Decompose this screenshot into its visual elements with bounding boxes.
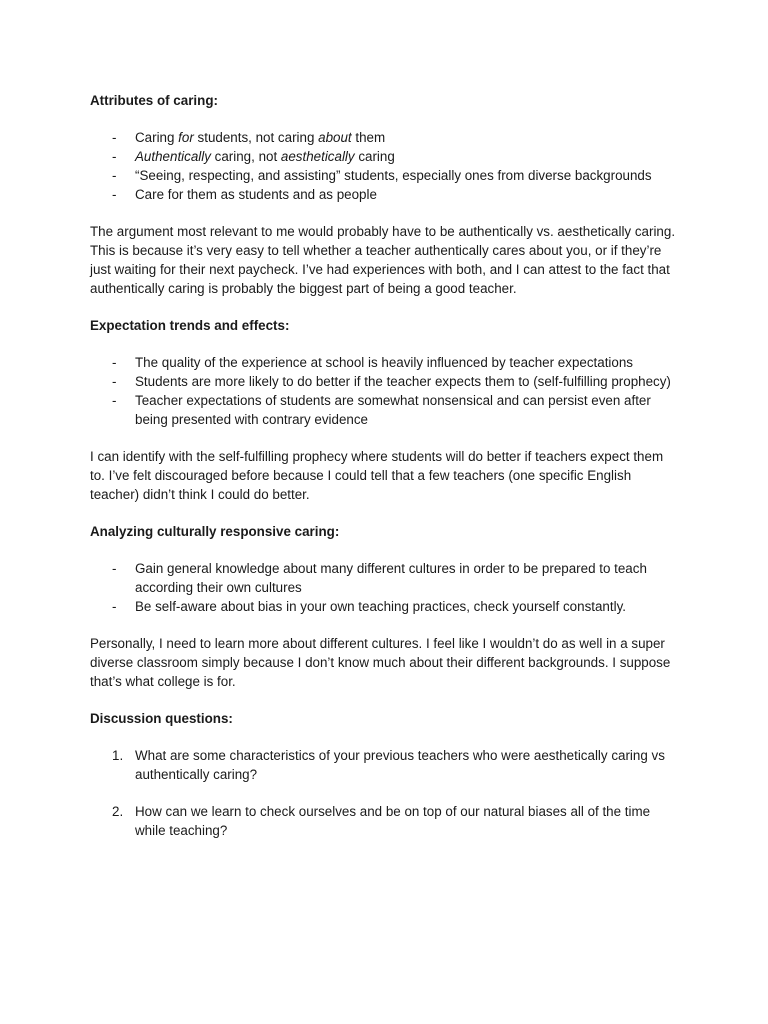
section-heading-attributes: Attributes of caring: bbox=[90, 93, 218, 108]
dash-marker: - bbox=[112, 355, 117, 370]
list-item: - The quality of the experience at school is heavily influenced by teacher expectations bbox=[112, 355, 633, 370]
list-item: - Be self-aware about bias in your own teaching practices, check yourself constantly. bbox=[112, 599, 626, 614]
list-item: - Care for them as students and as people bbox=[112, 187, 377, 202]
dash-marker: - bbox=[112, 393, 117, 408]
list-item: - Gain general knowledge about many different cultures in order to be prepared to teach according their own cultures bbox=[112, 561, 647, 595]
dash-marker: - bbox=[112, 149, 117, 164]
dash-marker: - bbox=[112, 374, 117, 389]
bullet-list-culturally-responsive bbox=[90, 559, 680, 616]
section-heading-discussion: Discussion questions: bbox=[90, 711, 233, 726]
number-marker: 1. bbox=[112, 748, 124, 763]
body-paragraph: Personally, I need to learn more about different cultures. I feel like I wouldn’t do as well in a super diverse classroom simply because I don’t know much about their different backgrounds. I suppose that’s what college is for. bbox=[90, 636, 671, 689]
list-item: - “Seeing, respecting, and assisting” students, especially ones from diverse backgrounds bbox=[112, 168, 652, 183]
number-marker: 2. bbox=[112, 804, 124, 819]
dash-marker: - bbox=[112, 187, 117, 202]
dash-marker: - bbox=[112, 168, 117, 183]
document-page bbox=[90, 91, 680, 840]
body-paragraph: The argument most relevant to me would probably have to be authentically vs. aesthetically caring. This is because it’s very easy to tell whether a teacher authentically cares about you, or if they’re just waiting for their next paycheck. I’ve had experiences with both, and I can attest to the fact that authentically caring is probably the biggest part of being a good teacher. bbox=[90, 224, 676, 296]
list-item: - Caring for students, not caring about them bbox=[112, 130, 386, 145]
list-item: - Students are more likely to do better if the teacher expects them to (self-fulfilling prophecy) bbox=[112, 374, 671, 389]
body-paragraph: I can identify with the self-fulfilling prophecy where students will do better if teachers expect them to. I’ve felt discouraged before because I could tell that a few teachers (one specific English teacher) didn’t think I could do better. bbox=[90, 449, 664, 502]
section-heading-culturally-responsive: Analyzing culturally responsive caring: bbox=[90, 524, 340, 539]
list-item: 2. How can we learn to check ourselves and be on top of our natural biases all of the time while teaching? bbox=[112, 804, 651, 838]
section-heading-expectations: Expectation trends and effects: bbox=[90, 318, 290, 333]
dash-marker: - bbox=[112, 130, 117, 145]
discussion-question-list bbox=[90, 746, 680, 784]
dash-marker: - bbox=[112, 599, 117, 614]
discussion-question-list bbox=[90, 802, 680, 840]
dash-marker: - bbox=[112, 561, 117, 576]
bullet-list-attributes bbox=[90, 128, 680, 204]
bullet-list-expectations bbox=[90, 353, 680, 429]
list-item: 1. What are some characteristics of your previous teachers who were aesthetically caring vs authentically caring? bbox=[112, 748, 665, 782]
list-item: - Authentically caring, not aesthetically caring bbox=[112, 149, 395, 164]
list-item: - Teacher expectations of students are somewhat nonsensical and can persist even after being presented with contrary evidence bbox=[112, 393, 651, 427]
